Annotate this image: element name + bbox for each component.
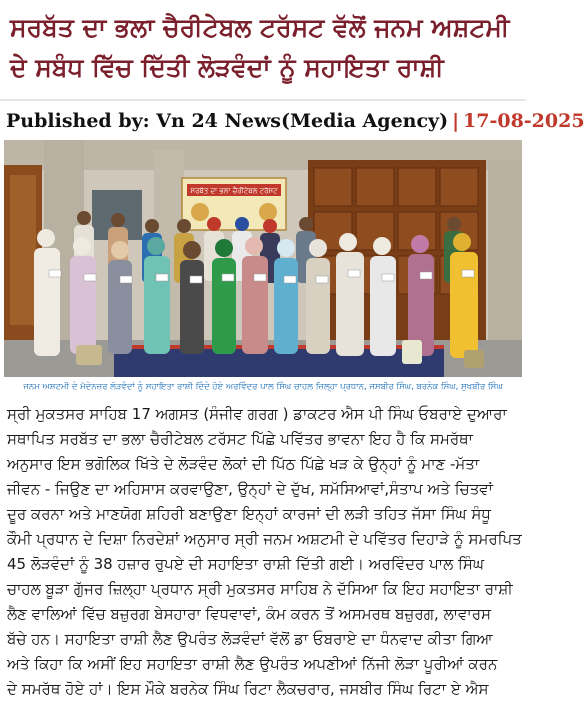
article-line: ਸ੍ਰੀ ਮੁਕਤਸਰ ਸਾਹਿਬ 17 ਅਗਸਤ (ਸੰਜੀਵ ਗਰਗ ) ਡਾਕਟਰ ਐਸ ਪੀ ਸਿੰਘ ਓਬਰਾਏ ਦੁਆਰਾ — [7, 405, 507, 423]
news-photo-illustration — [4, 140, 522, 377]
article-line: ਕੌਮੀ ਪ੍ਰਧਾਨ ਦੇ ਦਿਸ਼ਾ ਨਿਰਦੇਸ਼ਾਂ ਅਨੁਸਾਰ ਸ੍ਰੀ ਜਨਮ ਅਸ਼ਟਮੀ ਦੇ ਪਵਿੱਤਰ ਦਿਹਾੜੇ ਨੂੰ ਸਮਰਪਿਤ — [7, 530, 522, 548]
news-photo — [4, 140, 522, 377]
article-line: ਦੇ ਸਮਰੱਥ ਹੋਏ ਹਾਂ। ਇਸ ਮੌਕੇ ਬਰਨੇਕ ਸਿੰਘ ਰਿਟਾ ਲੈਕਚਰਾਰ, ਜਸਬੀਰ ਸਿੰਘ ਰਿਟਾ ਏ ਐਸ — [7, 680, 489, 698]
article-line: 45 ਲੋੜਵੰਦਾਂ ਨੂੰ 38 ਹਜ਼ਾਰ ਰੁਪਏ ਦੀ ਸਹਾਇਤਾ ਰਾਸ਼ੀ ਦਿੱਤੀ ਗਈ। ਅਰਵਿੰਦਰ ਪਾਲ ਸਿੰਘ — [7, 555, 484, 573]
published-by: Published by: Vn 24 News(Media Agency) — [6, 110, 449, 132]
banner-text: ਸਰਬੱਤ ਦਾ ਭਲਾ ਚੈਰੀਟੇਬਲ ਟਰੱਸਟ — [190, 187, 278, 195]
article-line: ਅਨੁਸਾਰ ਇਸ ਭਗੋਲਿਕ ਖਿੱਤੇ ਦੇ ਲੋੜਵੰਦ ਲੋਕਾਂ ਦੀ ਪਿੱਠ ਪਿੱਛੇ ਖੜ ਕੇ ਉਨ੍ਹਾਂ ਨੂੰ ਮਾਣ -ਮੱਤਾ — [7, 455, 480, 473]
article-line: ਅਤੇ ਕਿਹਾ ਕਿ ਅਸੀਂ ਇਹ ਸਹਾਇਤਾ ਰਾਸ਼ੀ ਲੈਣ ਉਪਰੰਤ ਅਪਣੀਆਂ ਨਿੱਜੀ ਲੋੜਾ ਪੂਰੀਆਂ ਕਰਨ — [7, 655, 498, 673]
article-line: ਬੱਚੇ ਹਨ। ਸਹਾਇਤਾ ਰਾਸ਼ੀ ਲੈਣ ਉਪਰੰਤ ਲੋੜਵੰਦਾਂ ਵੱਲੋਂ ਡਾ ਓਬਰਾਏ ਦਾ ਧੰਨਵਾਦ ਕੀਤਾ ਗਿਆ — [7, 630, 493, 648]
article-line: ਦੂਰ ਕਰਨਾ ਅਤੇ ਮਾਣਯੋਗ ਸ਼ਹਿਰੀ ਬਣਾਉਣਾ ਇਨ੍ਹਾਂ ਕਾਰਜਾਂ ਦੀ ਲੜੀ ਤਹਿਤ ਜੱਸਾ ਸਿੰਘ ਸੰਧੂ — [7, 505, 491, 523]
publication-meta — [0, 106, 585, 136]
headline — [0, 0, 526, 98]
article-line: ਸਥਾਪਿਤ ਸਰਬੱਤ ਦਾ ਭਲਾ ਚੈਰੀਟੇਬਲ ਟਰੱਸਟ ਪਿੱਛੇ ਪਵਿੱਤਰ ਭਾਵਨਾ ਇਹ ਹੈ ਕਿ ਸਮਰੱਥਾ — [7, 430, 473, 448]
publish-date: 17-08-2025 — [463, 110, 585, 132]
photo-caption: ਜਨਮ ਅਸ਼ਟਮੀ ਦੇ ਮੱਦੇਨਜ਼ਰ ਲੋੜਵੰਦਾਂ ਨੂੰ ਸਹਾਇਤਾ ਰਾਸ਼ੀ ਦਿੰਦੇ ਹੋਏ ਅਰਵਿੰਦਰ ਪਾਲ ਸਿੰਘ ਚਾਹਲ ਜ਼ਿਲ੍ਹਾ ਪ੍ਰਧਾਨ, ਜਸਬੀਰ ਸਿੰਘ, ਬਰਨੇਕ ਸਿੰਘ, ਸੁਖਬੀਰ ਸਿੰਘ — [23, 382, 503, 392]
divider — [0, 99, 526, 101]
article-line: ਚਾਹਲ ਬੂੜਾ ਗੁੱਜਰ ਜ਼ਿਲ੍ਹਾ ਪ੍ਰਧਾਨ ਸ੍ਰੀ ਮੁਕਤਸਰ ਸਾਹਿਬ ਨੇ ਦੱਸਿਆ ਕਿ ਇਹ ਸਹਾਇਤਾ ਰਾਸ਼ੀ — [7, 580, 513, 598]
headline-line-1: ਸਰਬੱਤ ਦਾ ਭਲਾ ਚੈਰੀਟੇਬਲ ਟਰੱਸਟ ਵੱਲੋਂ ਜਨਮ ਅਸ਼ਟਮੀ — [10, 13, 510, 42]
article-line: ਲੈਣ ਵਾਲਿਆਂ ਵਿੱਚ ਬਜ਼ੁਰਗ ਬੇਸਹਾਰਾ ਵਿਧਵਾਵਾਂ, ਕੰਮ ਕਰਨ ਤੋਂ ਅਸਮਰਥ ਬਜ਼ੁਰਗ, ਲਾਵਾਰਸ — [7, 605, 491, 623]
meta-separator: | — [452, 110, 460, 132]
article-line: ਜੀਵਨ - ਜਿਉਣ ਦਾ ਅਹਿਸਾਸ ਕਰਵਾਉਣਾ, ਉਨ੍ਹਾਂ ਦੇ ਦੁੱਖ, ਸਮੱਸਿਆਵਾਂ,ਸੰਤਾਪ ਅਤੇ ਚਿਤਵਾਂ — [7, 480, 493, 498]
headline-line-2: ਦੇ ਸਬੰਧ ਵਿੱਚ ਦਿੱਤੀ ਲੋੜਵੰਦਾਂ ਨੂੰ ਸਹਾਇਤਾ ਰਾਸ਼ੀ — [10, 53, 444, 82]
article-body — [7, 402, 521, 701]
